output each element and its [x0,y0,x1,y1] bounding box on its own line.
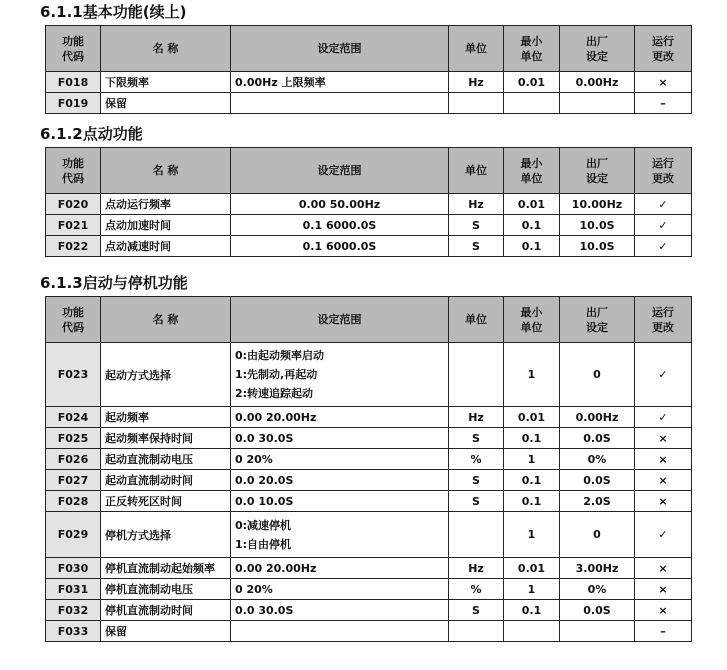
param-name: 下限频率 [101,72,231,93]
param-range: 0.00 20.00Hz [231,407,449,428]
param-name: 点动减速时间 [101,236,231,257]
header-range: 设定范围 [231,26,449,72]
header-modify [635,148,692,194]
range-line: 0:由起动频率启动 [235,349,325,362]
table-row [46,194,692,215]
param-min-unit: 0.01 [504,72,560,93]
param-factory: 0% [560,449,635,470]
param-unit: % [449,579,504,600]
table-row [46,600,692,621]
param-min-unit: 0.1 [504,470,560,491]
header-range: 设定范围 [231,297,449,343]
param-code: F019 [46,93,101,114]
header-modify [635,297,692,343]
param-code: F023 [46,343,101,407]
param-modify: × [635,449,692,470]
header-min-unit [504,297,560,343]
param-range: 0.0 30.0S [231,600,449,621]
param-name: 起动频率 [101,407,231,428]
param-min-unit: 0.1 [504,236,560,257]
header-code-line: 代码 [62,49,84,63]
param-unit [449,621,504,642]
header-min-unit-line: 单位 [520,320,543,334]
header-row [46,297,692,343]
header-code-line: 功能 [62,34,84,48]
param-min-unit: 0.1 [504,428,560,449]
section-title: 6.1.2点动功能 [40,125,143,143]
param-modify: ✓ [635,236,692,257]
param-modify: ✓ [635,343,692,407]
header-min-unit-line: 最小 [520,156,543,170]
param-unit: % [449,449,504,470]
param-unit: Hz [449,407,504,428]
table-row [46,621,692,642]
param-min-unit: 0.01 [504,407,560,428]
header-name: 名 称 [101,26,231,72]
param-code: F030 [46,558,101,579]
table-row [46,512,692,558]
param-range [231,93,449,114]
header-min-unit-line: 最小 [520,305,543,319]
table-row [46,93,692,114]
header-factory-line: 设定 [586,320,608,334]
param-min-unit: 0.1 [504,491,560,512]
param-range: 0.0 30.0S [231,428,449,449]
param-min-unit: 1 [504,343,560,407]
header-min-unit-line: 最小 [520,34,543,48]
section-title: 6.1.1基本功能(续上) [40,3,187,21]
param-code: F028 [46,491,101,512]
header-row [46,26,692,72]
header-min-unit [504,26,560,72]
param-name: 停机直流制动时间 [101,600,231,621]
param-unit [449,343,504,407]
param-min-unit: 1 [504,512,560,558]
param-name: 点动运行频率 [101,194,231,215]
param-name: 停机方式选择 [101,512,231,558]
param-code: F027 [46,470,101,491]
param-unit: S [449,236,504,257]
table-row [46,72,692,93]
param-modify: × [635,491,692,512]
param-factory: 0% [560,579,635,600]
header-code [46,26,101,72]
param-code: F024 [46,407,101,428]
header-code-line: 功能 [62,156,84,170]
param-unit: S [449,470,504,491]
range-line: 1:先制动,再起动 [235,368,318,381]
header-factory-line: 设定 [586,171,608,185]
param-unit: S [449,600,504,621]
param-unit: S [449,491,504,512]
param-unit [449,93,504,114]
param-name: 点动加速时间 [101,215,231,236]
param-name: 起动直流制动电压 [101,449,231,470]
param-range: 0.1 6000.0S [231,215,449,236]
param-range [231,621,449,642]
param-factory: 0.00Hz [560,72,635,93]
header-factory [560,297,635,343]
table-row [46,491,692,512]
header-min-unit-line: 单位 [520,171,543,185]
param-factory: 0.0S [560,470,635,491]
header-modify-line: 运行 [652,305,674,319]
param-code: F026 [46,449,101,470]
parameter-table [45,25,692,114]
parameter-table [45,296,692,642]
param-modify: × [635,72,692,93]
param-name: 正反转死区时间 [101,491,231,512]
table-row [46,449,692,470]
param-name: 起动直流制动时间 [101,470,231,491]
param-code: F018 [46,72,101,93]
header-min-unit [504,148,560,194]
param-range: 0.0 10.0S [231,491,449,512]
header-range: 设定范围 [231,148,449,194]
param-factory: 10.00Hz [560,194,635,215]
header-code-line: 代码 [62,320,84,334]
header-modify [635,26,692,72]
param-modify: × [635,600,692,621]
param-range: 0.0 20.0S [231,470,449,491]
param-factory: 0.00Hz [560,407,635,428]
param-range [231,512,449,558]
param-range [231,343,449,407]
param-unit: S [449,215,504,236]
param-modify: – [635,93,692,114]
param-factory: 0 [560,343,635,407]
header-unit: 单位 [449,148,504,194]
table-row [46,470,692,491]
param-min-unit: 1 [504,579,560,600]
param-unit [449,512,504,558]
param-name: 起动方式选择 [101,343,231,407]
param-code: F029 [46,512,101,558]
param-range: 0 20% [231,449,449,470]
param-code: F031 [46,579,101,600]
param-modify: × [635,579,692,600]
header-modify-line: 更改 [652,320,674,334]
header-code [46,148,101,194]
param-range: 0 20% [231,579,449,600]
header-modify-line: 运行 [652,34,674,48]
param-min-unit: 0.01 [504,558,560,579]
param-min-unit [504,621,560,642]
header-min-unit-line: 单位 [520,49,543,63]
header-modify-line: 更改 [652,49,674,63]
param-min-unit: 0.1 [504,600,560,621]
param-min-unit [504,93,560,114]
table-row [46,236,692,257]
param-code: F033 [46,621,101,642]
param-code: F021 [46,215,101,236]
param-modify: ✓ [635,215,692,236]
param-code: F032 [46,600,101,621]
param-modify: ✓ [635,194,692,215]
header-factory [560,26,635,72]
param-modify: – [635,621,692,642]
header-code [46,297,101,343]
parameter-table [45,147,692,257]
param-code: F020 [46,194,101,215]
param-unit: Hz [449,72,504,93]
header-factory-line: 设定 [586,49,608,63]
header-name: 名 称 [101,297,231,343]
header-factory-line: 出厂 [586,156,608,170]
header-unit: 单位 [449,297,504,343]
table-row [46,407,692,428]
param-factory [560,621,635,642]
param-range: 0.1 6000.0S [231,236,449,257]
header-unit: 单位 [449,26,504,72]
param-modify: × [635,428,692,449]
param-factory: 0.0S [560,428,635,449]
param-modify: × [635,470,692,491]
header-factory [560,148,635,194]
header-row [46,148,692,194]
param-name: 保留 [101,621,231,642]
param-name: 起动频率保持时间 [101,428,231,449]
param-modify: × [635,558,692,579]
param-factory: 10.0S [560,236,635,257]
header-name: 名 称 [101,148,231,194]
param-factory: 0.0S [560,600,635,621]
param-code: F025 [46,428,101,449]
param-factory: 2.0S [560,491,635,512]
range-line: 0:减速停机 [235,518,292,532]
param-factory: 10.0S [560,215,635,236]
table-row [46,343,692,407]
section-title: 6.1.3启动与停机功能 [40,274,188,292]
range-line: 2:转速追踪起动 [235,387,314,400]
param-range: 0.00 20.00Hz [231,558,449,579]
header-modify-line: 运行 [652,156,674,170]
header-factory-line: 出厂 [586,34,608,48]
header-factory-line: 出厂 [586,305,608,319]
param-name: 停机直流制动起始频率 [101,558,231,579]
param-factory: 0 [560,512,635,558]
header-code-line: 功能 [62,305,84,319]
param-unit: Hz [449,194,504,215]
param-unit: S [449,428,504,449]
param-min-unit: 0.01 [504,194,560,215]
header-code-line: 代码 [62,171,84,185]
table-row [46,579,692,600]
param-factory: 3.00Hz [560,558,635,579]
table-row [46,428,692,449]
param-min-unit: 1 [504,449,560,470]
param-range: 0.00 50.00Hz [231,194,449,215]
table-row [46,215,692,236]
param-min-unit: 0.1 [504,215,560,236]
param-name: 停机直流制动电压 [101,579,231,600]
param-factory [560,93,635,114]
range-line: 1:自由停机 [235,537,292,551]
table-row [46,558,692,579]
param-name: 保留 [101,93,231,114]
param-code: F022 [46,236,101,257]
param-range: 0.00Hz 上限频率 [231,72,449,93]
param-unit: Hz [449,558,504,579]
param-modify: ✓ [635,407,692,428]
header-modify-line: 更改 [652,171,674,185]
param-modify: ✓ [635,512,692,558]
